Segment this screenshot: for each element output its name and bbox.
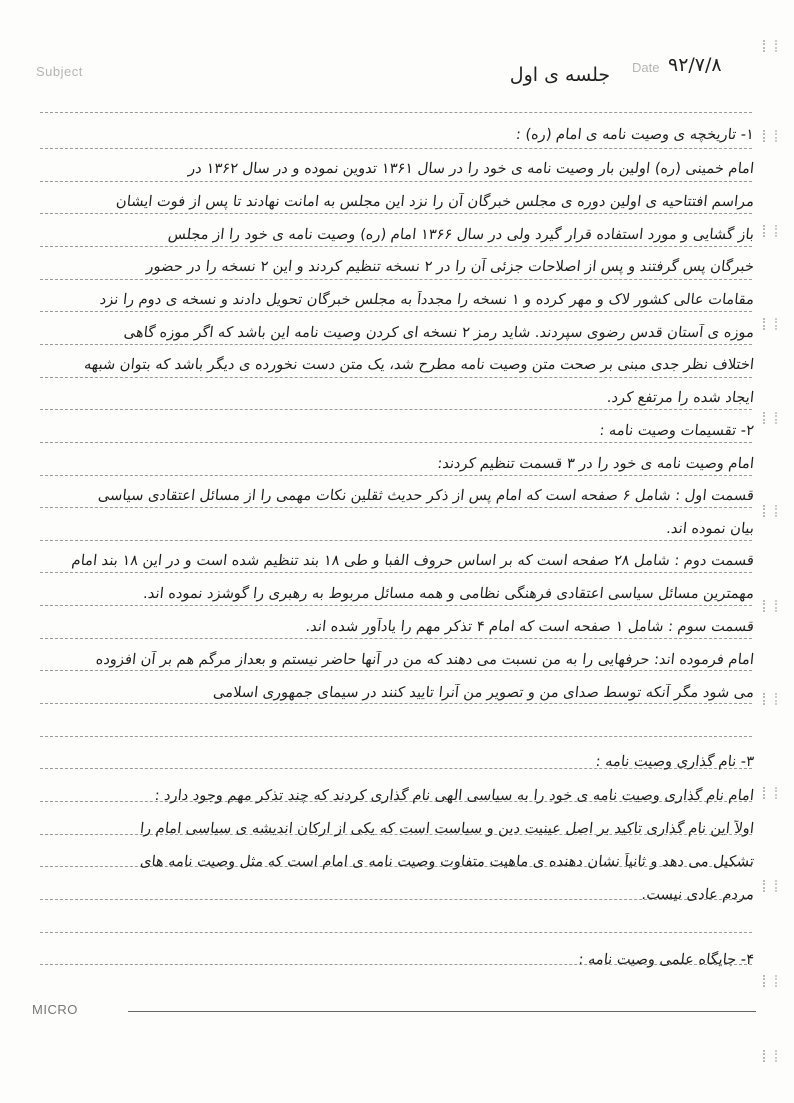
ruled-line bbox=[40, 311, 752, 312]
text-line: قسمت سوم : شامل ۱ صفحه است که امام ۴ تذکر مهم را یادآور شده اند. bbox=[304, 618, 755, 635]
ruled-line bbox=[40, 246, 752, 247]
ruled-line bbox=[40, 377, 752, 378]
ruled-line bbox=[40, 703, 752, 704]
text-line: مقامات عالی کشور لاک و مهر کرده و ۱ نسخه را مجدداً به مجلس خبرگان تحویل دادند و نسخه ی دوم را نزد bbox=[98, 291, 755, 308]
section-heading-naming: ۳- نام گذاری وصیت نامه : bbox=[594, 753, 755, 770]
ruled-line bbox=[40, 475, 752, 476]
text-line: امام وصیت نامه ی خود را در ۳ قسمت تنظیم کردند: bbox=[436, 455, 755, 472]
binding-hole bbox=[763, 787, 777, 799]
binding-hole bbox=[763, 975, 777, 987]
text-line: امام نام گذاری وصیت نامه ی خود را به سیاسی الهی نام گذاری کردند که چند تذکر مهم وجود دارد : bbox=[153, 787, 755, 804]
binding-hole bbox=[763, 693, 777, 705]
text-line: می شود مگر آنکه توسط صدای من و تصویر من آنرا تایید کنند در سیمای جمهوری اسلامی bbox=[212, 684, 755, 701]
text-line: اولاً این نام گذاری تاکید بر اصل عینیت دین و سیاست است که یکی از ارکان اندیشه ی سیاسی امام را bbox=[139, 820, 755, 837]
ruled-line bbox=[40, 279, 752, 280]
date-label: Date bbox=[632, 60, 660, 75]
binding-hole bbox=[763, 600, 777, 612]
ruled-line bbox=[40, 932, 752, 933]
binding-hole bbox=[763, 1050, 777, 1062]
ruled-line bbox=[40, 112, 752, 113]
ruled-line bbox=[40, 638, 752, 639]
text-line: امام خمینی (ره) اولین بار وصیت نامه ی خود را در سال ۱۳۶۱ تدوین نموده و در سال ۱۳۶۲ در bbox=[187, 160, 755, 177]
text-line: باز گشایی و مورد استفاده قرار گیرد ولی در سال ۱۳۶۶ امام (ره) وصیت نامه ی خود را از مجلس bbox=[167, 226, 755, 243]
ruled-line bbox=[40, 442, 752, 443]
ruled-line bbox=[40, 736, 752, 737]
binding-hole bbox=[763, 880, 777, 892]
ruled-line bbox=[40, 213, 752, 214]
ruled-line bbox=[40, 181, 752, 182]
page-title: جلسه ی اول bbox=[509, 64, 611, 86]
binding-hole bbox=[763, 412, 777, 424]
text-line: مردم عادی نیست. bbox=[640, 886, 755, 903]
text-line: تشکیل می دهد و ثانیاً نشان دهنده ی ماهیت متفاوت وصیت نامه ی امام است که مثل وصیت نامه های bbox=[139, 853, 755, 870]
text-line: ایجاد شده را مرتفع کرد. bbox=[606, 389, 755, 406]
ruled-line bbox=[40, 344, 752, 345]
date-value: ۹۲/۷/۸ bbox=[668, 54, 722, 76]
text-line: موزه ی آستان قدس رضوی سپردند. شاید رمز ۲ نسخه ای کردن وصیت نامه این باشد که اگر موزه گاهی bbox=[122, 324, 755, 341]
text-line: اختلاف نظر جدی مبنی بر صحت متن وصیت نامه مطرح شد، یک متن دست نخورده ی دیگر باشد که بتوان شبهه bbox=[83, 356, 755, 373]
section-heading-history: ۱- تاریخچه ی وصیت نامه ی امام (ره) : bbox=[515, 126, 755, 143]
ruled-line bbox=[40, 409, 752, 410]
binding-hole bbox=[763, 505, 777, 517]
text-line: قسمت دوم : شامل ۲۸ صفحه است که بر اساس حروف الفبا و طی ۱۸ بند تنظیم شده است و در این ۱۸ بند امام bbox=[70, 552, 755, 569]
text-line: امام فرموده اند: حرفهایی را به من نسبت می دهند که من در آنها حاضر نیستم و بعداز مرگم هم بر آن افزوده bbox=[94, 651, 755, 668]
ruled-line bbox=[40, 670, 752, 671]
text-line: قسمت اول : شامل ۶ صفحه است که امام پس از ذکر حدیث ثقلین نکات مهمی را از مسائل اعتقادی سیاسی bbox=[97, 487, 755, 504]
binding-hole bbox=[763, 130, 777, 142]
binding-hole bbox=[763, 318, 777, 330]
binding-hole bbox=[763, 225, 777, 237]
text-line: خبرگان پس گرفتند و پس از اصلاحات جزئی آن را در ۲ نسخه تنظیم کردند و این ۲ نسخه را در حضور bbox=[145, 258, 755, 275]
section-heading-scientific-status: ۴- جایگاه علمی وصیت نامه : bbox=[577, 951, 755, 968]
ruled-line bbox=[40, 148, 752, 149]
ruled-line bbox=[40, 540, 752, 541]
binding-hole bbox=[763, 40, 777, 52]
ruled-line bbox=[40, 605, 752, 606]
brand-logo: MICRO bbox=[32, 1002, 78, 1017]
section-heading-divisions: ۲- تقسیمات وصیت نامه : bbox=[598, 422, 755, 439]
ruled-line bbox=[40, 507, 752, 508]
text-line: مراسم افتتاحیه ی اولین دوره ی مجلس خبرگان آن را نزد این مجلس به امانت نهادند تا پس از فوت ایشان bbox=[115, 193, 755, 210]
ruled-line bbox=[40, 572, 752, 573]
text-line: مهمترین مسائل سیاسی اعتقادی فرهنگی نظامی و همه مسائل مربوط به رهبری را گوشزد نموده اند. bbox=[142, 585, 755, 602]
text-line: بیان نموده اند. bbox=[665, 520, 755, 537]
subject-label: Subject bbox=[36, 64, 83, 79]
footer-divider bbox=[128, 1011, 756, 1012]
